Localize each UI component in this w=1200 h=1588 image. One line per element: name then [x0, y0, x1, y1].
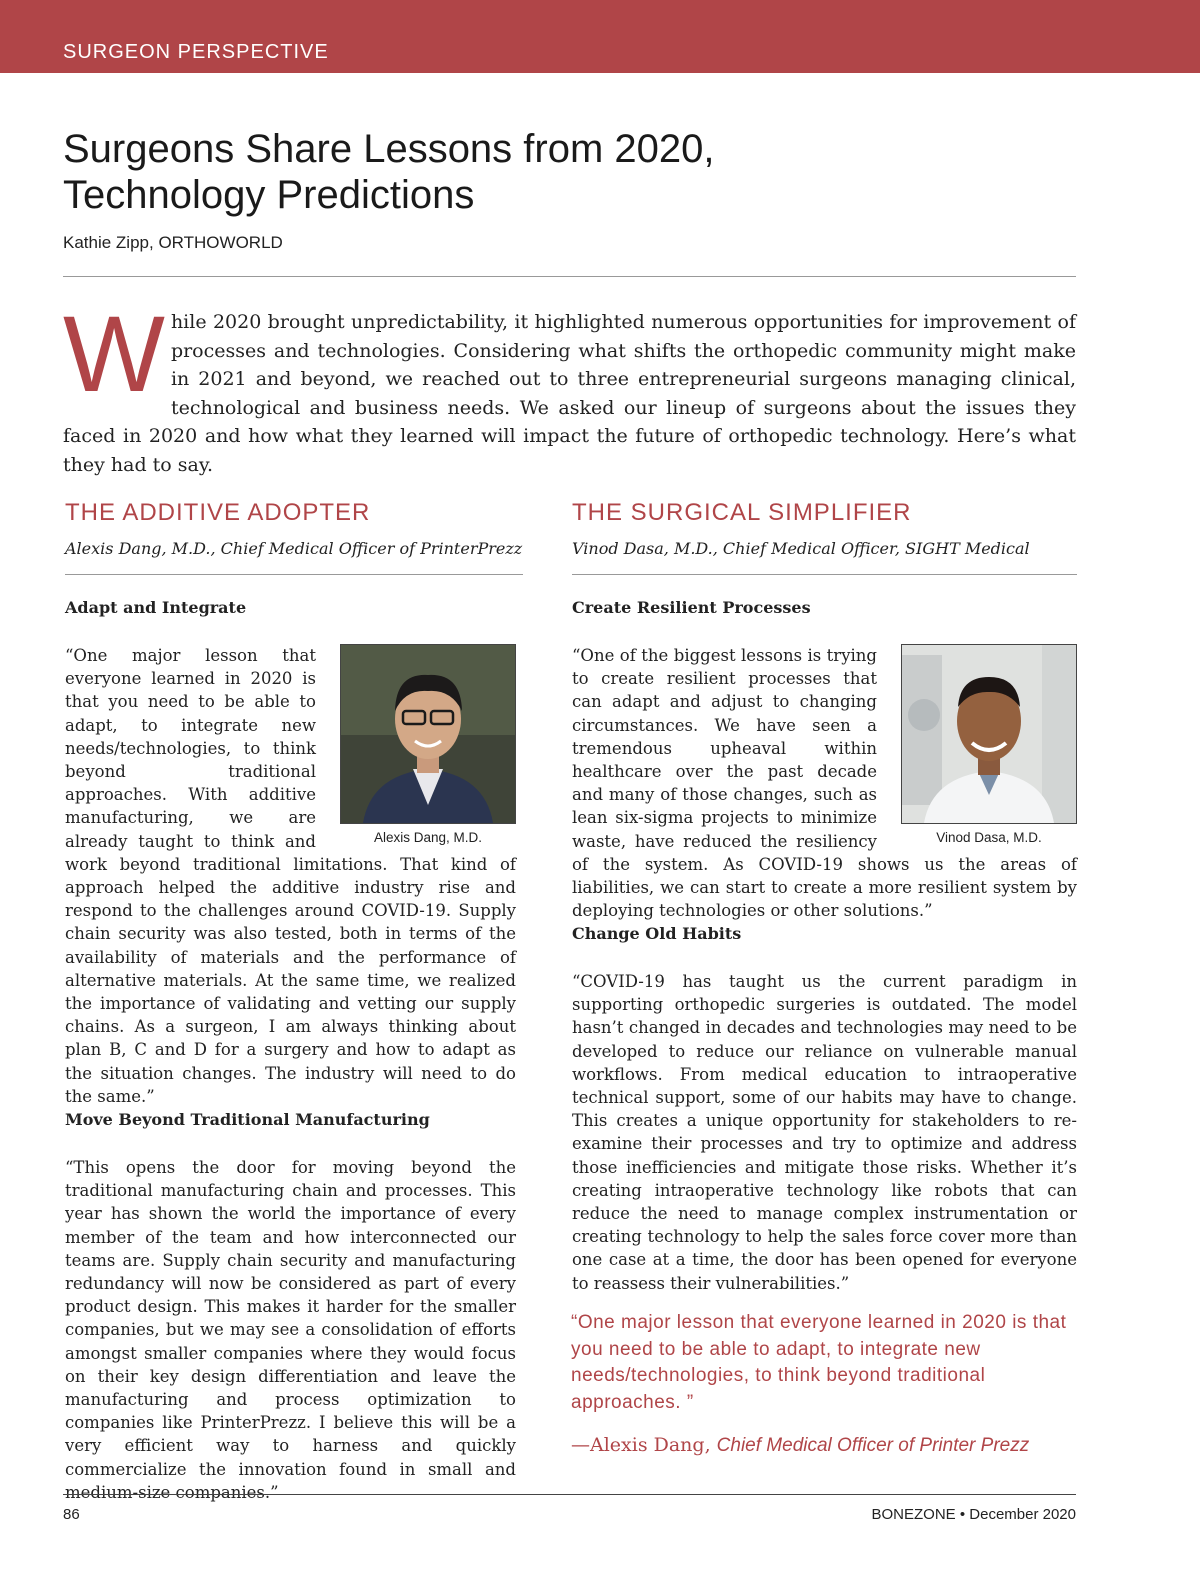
article-title-line-2: Technology Predictions — [63, 173, 475, 217]
left-paragraph-1-text: “One major lesson that everyone learned in 2020 is that you need to be able to adapt, to integrate new needs/technologies, to think beyond traditional approaches. With additive manufacturing, we are already taught to think and work beyond traditional limitations. That kind of approach helped the additive industry rise and respond to the challenges around COVID-19. Supply chain security was also tested, both in terms of the availability of materials and the performance of alternative materials. At the same time, we realized the importance of validating and vetting our supply chains. As a surgeon, I am always thinking about plan B, C and D for a surgery and how to adapt as the situation changes. The industry will need to do the same.” — [65, 646, 516, 1106]
right-subhead-resilient: Create Resilient Processes — [572, 598, 811, 617]
intro-text: hile 2020 brought unpredictability, it highlighted numerous opportunities for improvement of processes and technologies. Considering what shifts the orthopedic community might make in 2021 and beyond, we reached out to three entrepreneurial surgeons managing clinical, technological and business needs. We asked our lineup of surgeons about the issues they faced in 2020 and how what they learned will impact the future of orthopedic technology. Here’s what they had to say. — [63, 311, 1076, 476]
right-section-heading: THE SURGICAL SIMPLIFIER — [572, 499, 912, 526]
intro-paragraph — [63, 293, 1076, 479]
section-banner-label: SURGEON PERSPECTIVE — [63, 41, 329, 63]
left-paragraph-1 — [65, 644, 516, 1108]
section-banner — [0, 0, 1200, 73]
publication-info: BONEZONE • December 2020 — [871, 1506, 1076, 1523]
attribution-role: Chief Medical Officer of Printer Prezz — [716, 1435, 1030, 1456]
title-divider — [63, 276, 1076, 277]
vinod-dasa-photo — [901, 644, 1077, 824]
left-paragraph-2: “This opens the door for moving beyond the traditional manufacturing chain and processes. This year has shown the world the importance of every member of the team and how interconnected our teams are. Supply chain security and manufacturing redundancy will now be considered as part of every product design. This makes it harder for the smaller companies, but we may see a consolidation of efforts amongst smaller companies where they would focus on their key design differentiation and leave the manufacturing and process optimization to companies like PrinterPrezz. I believe this will be a very efficient way to harness and quickly commercialize the innovation found in small and medium-size companies.” — [65, 1158, 516, 1502]
right-section-divider — [572, 574, 1077, 575]
right-paragraph-1 — [572, 644, 1077, 922]
page-number: 86 — [63, 1506, 80, 1523]
right-paragraph-1-text: “One of the biggest lessons is trying to create resilient processes that can adapt and adjust to changing circumstances. We have seen a tremendous upheaval within healthcare over the past decade and many of those changes, such as lean six-sigma projects to minimize waste, have reduced the resiliency of the system. As COVID-19 shows us the areas of liabilities, we can start to create a more resilient system by deploying technologies or other solutions.” — [572, 646, 1077, 921]
article-title-line-1: Surgeons Share Lessons from 2020, — [63, 127, 715, 171]
drop-cap: W — [63, 293, 165, 414]
left-subhead-adapt: Adapt and Integrate — [65, 598, 247, 617]
vinod-dasa-photo-figure — [901, 644, 1077, 846]
article-byline: Kathie Zipp, ORTHOWORLD — [63, 233, 283, 252]
right-paragraph-2: “COVID-19 has taught us the current paradigm in supporting orthopedic surgeries is outdated. The model hasn’t changed in decades and technologies may need to be developed to reduce our reliance on vulnerable manual workflows. From medical education to intraoperative technical support, some of our habits may have to change. This creates a unique opportunity for stakeholders to re-examine their processes and try to optimize and address those inefficiencies and mitigate those risks. Whether it’s creating intraoperative technology like robots that can reduce the need to manage complex instrumentation or creating technology to help the sales force cover more than one case at a time, the door has been opened for everyone to reassess their vulnerabilities.” — [572, 972, 1077, 1293]
right-section-subtitle: Vinod Dasa, M.D., Chief Medical Officer, SIGHT Medical — [572, 539, 1030, 558]
left-section-subtitle: Alexis Dang, M.D., Chief Medical Officer of PrinterPrezz — [65, 539, 523, 558]
left-section-heading: THE ADDITIVE ADOPTER — [65, 499, 371, 526]
vinod-dasa-photo-caption: Vinod Dasa, M.D. — [936, 830, 1042, 845]
left-section-divider — [65, 574, 523, 575]
pull-quote: “One major lesson that everyone learned in 2020 is that you need to be able to adapt, to integrate new needs/technologies, to think beyond traditional approaches. ” — [571, 1312, 1067, 1413]
alexis-dang-photo-figure — [340, 644, 516, 846]
article-title — [63, 126, 1063, 218]
left-subhead-manufacturing: Move Beyond Traditional Manufacturing — [65, 1110, 430, 1129]
footer-divider — [63, 1494, 1076, 1495]
alexis-dang-photo-caption: Alexis Dang, M.D. — [373, 830, 483, 845]
alexis-dang-photo — [340, 644, 516, 824]
pull-quote-attribution — [571, 1434, 1029, 1457]
right-subhead-habits: Change Old Habits — [572, 924, 742, 943]
attribution-name: —Alexis Dang, — [571, 1434, 711, 1456]
